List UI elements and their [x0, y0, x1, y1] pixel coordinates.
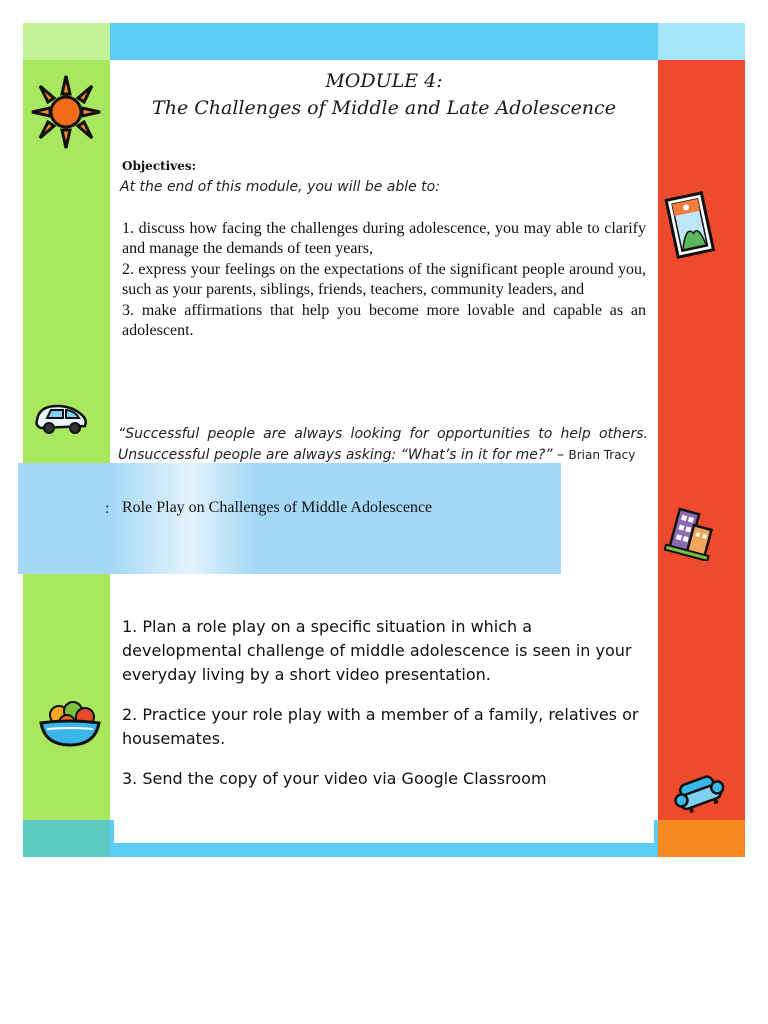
objectives-heading: Objectives:: [122, 159, 197, 173]
building-icon: [664, 505, 720, 565]
frame-top-bar: [110, 23, 658, 60]
objectives-list: [122, 219, 646, 341]
frame-corner-top-left: [23, 23, 110, 60]
objective-item: 3. make affirmations that help you become more lovable and capable as an adolescent.: [122, 301, 646, 340]
fruit-bowl-icon: [37, 697, 103, 753]
activity-step: 1. Plan a role play on a specific situation in which a developmental challenge of middle adolescence is seen in your everyday living by a short video presentation.: [122, 617, 632, 684]
quote-author: Brian Tracy: [568, 448, 636, 462]
sun-icon: [30, 74, 102, 154]
picture-frame-icon: [664, 190, 716, 266]
frame-right-column: [658, 60, 745, 820]
frame-corner-bottom-left: [23, 820, 110, 857]
activity-banner: [18, 463, 561, 574]
car-icon: [33, 398, 89, 442]
objective-item: 2. express your feelings on the expectations of the significant people around you, such as your parents, siblings, friends, teachers, community leaders, and: [122, 260, 646, 299]
activity-colon: :: [105, 500, 110, 517]
objectives-intro: At the end of this module, you will be able to:: [120, 179, 440, 195]
activity-title: Role Play on Challenges of Middle Adolescence: [122, 499, 433, 516]
quote-text: “Successful people are always looking for opportunities to help others. Unsuccessful people are always asking: “What’s in it for me?” –: [118, 426, 648, 463]
module-number: MODULE 4:: [325, 70, 443, 92]
quote: [118, 424, 648, 466]
sofa-icon: [672, 770, 726, 820]
activity-banner-highlight: [110, 463, 256, 574]
frame-corner-bottom-right: [658, 820, 745, 857]
activity-step: 3. Send the copy of your video via Google Classroom: [122, 769, 547, 788]
objective-item: 1. discuss how facing the challenges during adolescence, you may able to clarify and manage the demands of teen years,: [122, 220, 646, 258]
module-title: The Challenges of Middle and Late Adolescence: [152, 97, 616, 119]
frame-bottom-inner: [114, 820, 654, 843]
activity-steps: [122, 615, 642, 807]
activity-step: 2. Practice your role play with a member of a family, relatives or housemates.: [122, 705, 639, 748]
frame-corner-top-right: [658, 23, 745, 60]
